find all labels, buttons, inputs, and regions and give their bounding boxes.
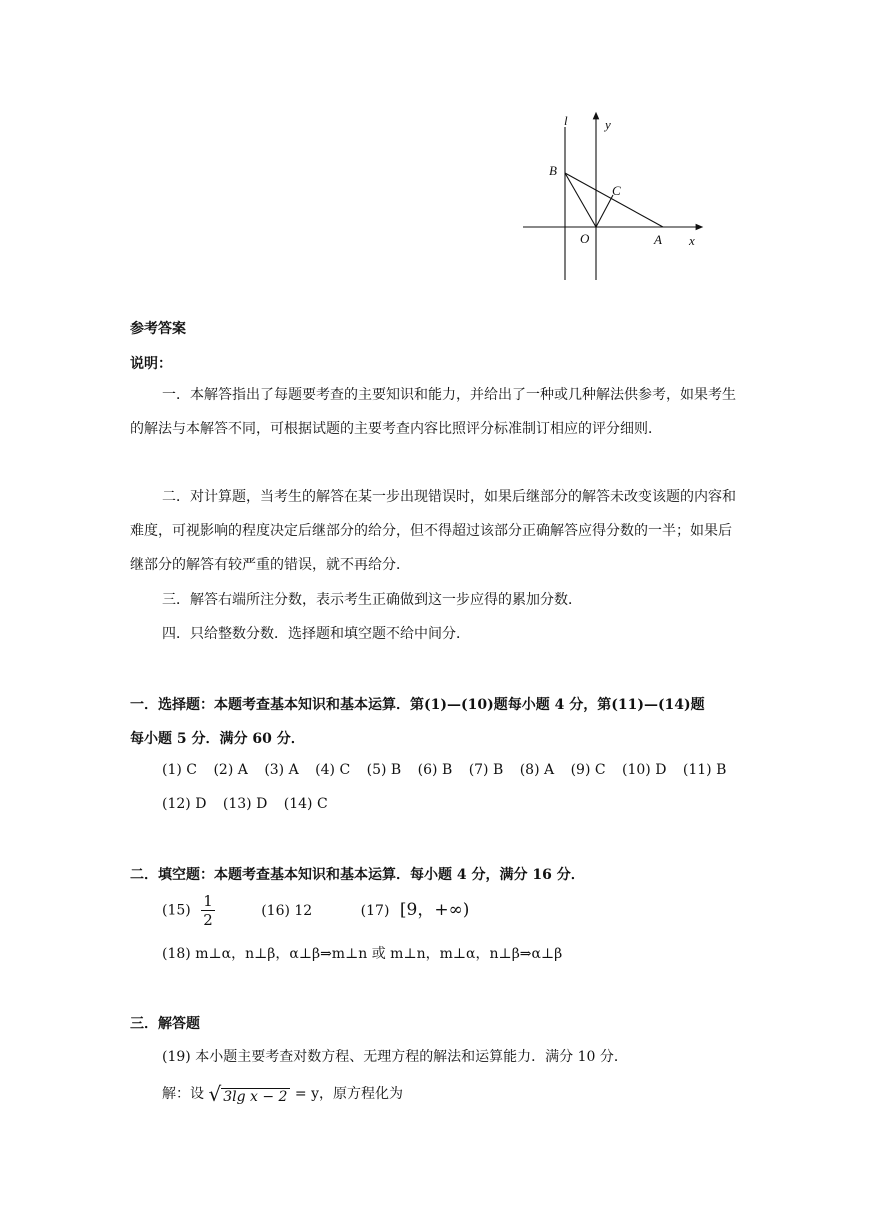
answer-item: (10) D bbox=[622, 762, 667, 778]
q19-solution-prefix: 解：设 bbox=[162, 1086, 204, 1102]
choice-answers-row1 bbox=[162, 762, 738, 778]
fill-answers-row1 bbox=[162, 892, 469, 929]
answer-item: (4) C bbox=[315, 762, 351, 778]
q17-value: [9，+∞) bbox=[399, 899, 470, 920]
answer-item: (11) B bbox=[682, 762, 727, 778]
q15-numerator: 1 bbox=[203, 892, 213, 910]
label-B: B bbox=[549, 163, 557, 178]
answer-item: (3) A bbox=[264, 762, 299, 778]
answer-item: (7) B bbox=[468, 762, 504, 778]
q19-description: (19) 本小题主要考查对数方程、无理方程的解法和运算能力．满分 10 分． bbox=[162, 1049, 628, 1065]
section3-title: 三．解答题 bbox=[130, 1016, 200, 1032]
note-3: 三．解答右端所注分数，表示考生正确做到这一步应得的累加分数． bbox=[162, 592, 582, 608]
note-4: 四．只给整数分数．选择题和填空题不给中间分． bbox=[162, 626, 470, 642]
note-1: 一．本解答指出了每题要考查的主要知识和能力，并给出了一种或几种解法供参考，如果考生的解法与本解答不同，可根据试题的主要考查内容比照评分标准制订相应的评分细则． bbox=[130, 387, 736, 437]
answer-item: (14) C bbox=[283, 796, 328, 812]
q18-answer: (18) m⊥α，n⊥β，α⊥β⇒m⊥n 或 m⊥n，m⊥α，n⊥β⇒α⊥β bbox=[162, 946, 563, 962]
answer-item: (12) D bbox=[162, 796, 207, 812]
label-l: l bbox=[564, 113, 568, 128]
q19-radicand: 3lg x − 2 bbox=[221, 1088, 290, 1105]
segment-OC bbox=[596, 195, 613, 227]
note-2: 二．对计算题，当考生的解答在某一步出现错误时，如果后继部分的解答未改变该题的内容和难度，可视影响的程度决定后继部分的给分，但不得超过该部分正确解答应得分数的一半；如果后继部分的解答有较严重的错误，就不再给分． bbox=[130, 489, 736, 573]
q19-rhs: = y，原方程化为 bbox=[294, 1086, 403, 1102]
q17-label: (17) bbox=[360, 902, 390, 919]
note-title: 说明： bbox=[130, 356, 172, 372]
answer-title: 参考答案 bbox=[130, 321, 186, 337]
answer-item: (9) C bbox=[570, 762, 606, 778]
q15-denominator: 2 bbox=[203, 911, 213, 929]
label-C: C bbox=[612, 183, 621, 198]
choice-answers-row2 bbox=[162, 796, 340, 812]
section1-title-line2: 每小题 5 分．满分 60 分． bbox=[130, 731, 305, 747]
label-A: A bbox=[654, 232, 662, 247]
q19-sqrt-expression bbox=[208, 1082, 290, 1106]
label-O: O bbox=[580, 231, 590, 246]
q16-answer: (16) 12 bbox=[261, 902, 313, 919]
q19-solution bbox=[162, 1082, 403, 1106]
answer-item: (1) C bbox=[162, 762, 197, 778]
answer-item: (8) A bbox=[519, 762, 555, 778]
section2-title: 二．填空题：本题考查基本知识和基本运算．每小题 4 分，满分 16 分． bbox=[130, 867, 585, 883]
answer-item: (6) B bbox=[417, 762, 453, 778]
sqrt-sign: √ bbox=[208, 1082, 222, 1106]
answer-item: (13) D bbox=[222, 796, 268, 812]
label-x: x bbox=[689, 233, 695, 248]
answer-item: (2) A bbox=[213, 762, 248, 778]
section1-title-line1: 一．选择题：本题考查基本知识和基本运算．第(1)—(10)题每小题 4 分，第(11)—(14)题 bbox=[130, 697, 705, 713]
answer-item: (5) B bbox=[366, 762, 402, 778]
segment-BA bbox=[565, 173, 663, 227]
q15-fraction bbox=[201, 892, 215, 929]
geometry-figure bbox=[515, 105, 725, 285]
label-y: y bbox=[605, 117, 611, 132]
coordinate-diagram bbox=[515, 105, 725, 285]
q15-label: (15) bbox=[162, 902, 191, 919]
